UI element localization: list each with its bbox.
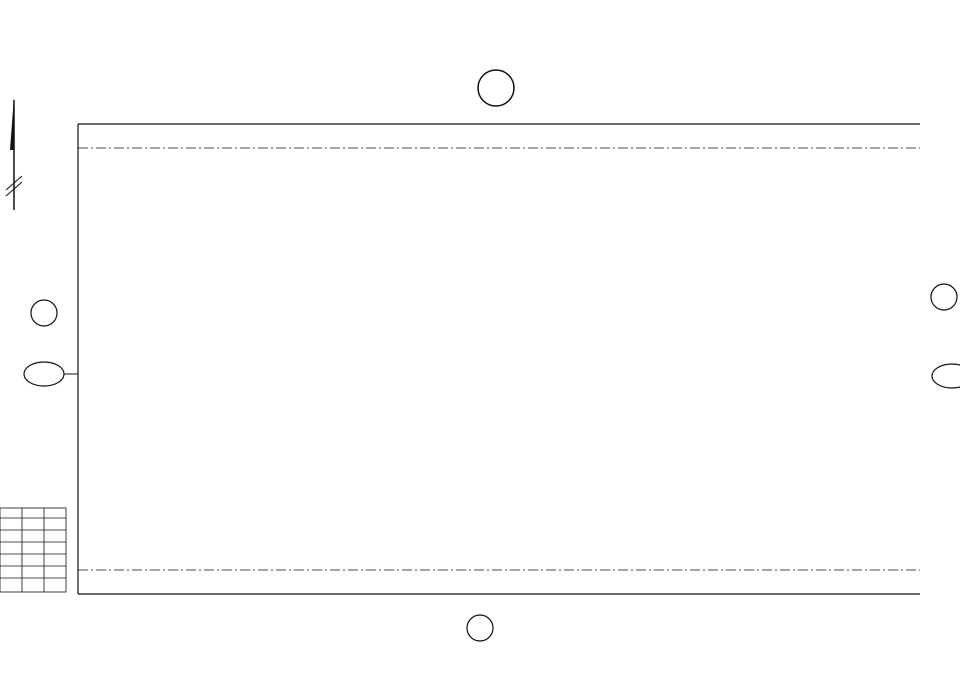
north-arrow-icon [6,96,22,210]
neighbor-book-18 [31,300,57,326]
street-lines [78,124,920,594]
neighbor-book-24 [931,284,957,310]
neighbor-block-191 [24,362,78,386]
neighbor-block-197 [932,364,960,388]
legend-table [0,508,66,592]
neighbor-book-20 [467,615,493,641]
book-circle [478,70,514,106]
